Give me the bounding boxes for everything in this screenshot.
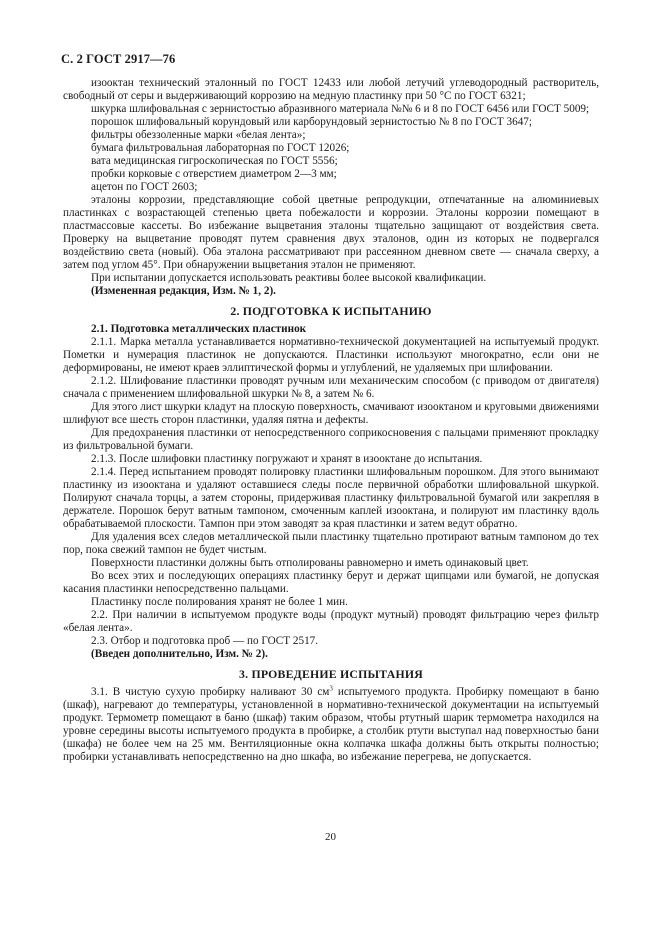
superscript: 3 — [329, 684, 333, 693]
page-header: С. 2 ГОСТ 2917—76 — [61, 52, 176, 66]
paragraph: 2.1.1. Марка металла устанавливается нормативно-технической документацией на испытуемый продукт. Пометки и нумерация пластинок не допускаются. Пластинки используют многократно, если они не деформированы, не имеют краев эллиптической формы и углублений, не удаляемых при шлифовании. — [63, 336, 599, 374]
paragraph: Во всех этих и последующих операциях пластинку берут и держат щипцами или бумагой, не допуская касания пластинки непосредственно пальцами. — [63, 570, 599, 595]
page-number: 20 — [325, 831, 336, 843]
paragraph: 2.1.4. Перед испытанием проводят полировку пластинки шлифовальным порошком. Для этого вынимают пластинку из изооктана и удаляют оставшиеся следы после первичной обработки шлифовальной шкуркой. Полируют сначала торцы, а затем стороны, придерживая пластинку фильтровальной бумагой или закрепляя в держателе. Порошок берут ватным тампоном, смоченным каплей изооктана, и полируют им пластинку вдоль обрабатываемой плоскости. Тампон при этом заводят за края пластинки и затем ведут обратно. — [63, 466, 599, 530]
paragraph: пробки корковые с отверстием диаметром 2—3 мм; — [91, 168, 337, 180]
paragraph: порошок шлифовальный корундовый или карборундовый зернистостью № 8 по ГОСТ 3647; — [91, 116, 532, 128]
section-heading: 2. ПОДГОТОВКА К ИСПЫТАНИЮ — [230, 304, 432, 318]
subsection-heading: 2.1. Подготовка металлических пластинок — [91, 323, 307, 335]
amendment-note: (Измененная редакция, Изм. № 1, 2). — [91, 285, 276, 297]
paragraph: 2.3. Отбор и подготовка проб — по ГОСТ 2517. — [91, 635, 319, 647]
document-body — [63, 77, 599, 764]
paragraph — [63, 686, 599, 764]
paragraph: эталоны коррозии, представляющие собой цветные репродукции, отпечатанные на алюминиевых пластинках с возрастающей степенью цвета побежалости и коррозии. Эталоны коррозии помещают в пластмассовые кассеты. Во избежание выцветания эталоны тщательно защищают от воздействия света. Проверку на выцветание проводят путем сравнения двух эталонов, один из которых не подвергался воздействию света (новый). Оба эталона рассматривают при рассеянном дневном свете — сначала сверху, а затем под углом 45°. При обнаружении выцветания эталон не применяют. — [63, 194, 599, 271]
paragraph: Для этого лист шкурки кладут на плоскую поверхность, смачивают изооктаном и круговыми движениями шлифуют все шесть сторон пластинки, удаляя пятна и дефекты. — [63, 401, 599, 426]
paragraph: Поверхности пластинки должны быть отполированы равномерно и иметь одинаковый цвет. — [91, 557, 529, 569]
paragraph: При испытании допускается использовать реактивы более высокой квалификации. — [91, 272, 487, 284]
section-heading: 3. ПРОВЕДЕНИЕ ИСПЫТАНИЯ — [239, 667, 423, 681]
paragraph: Для предохранения пластинки от непосредственного соприкосновения с пальцами применяют прокладку из фильтровальной бумаги. — [63, 427, 599, 452]
paragraph: изооктан технический эталонный по ГОСТ 12433 или любой летучий углеводородный растворитель, свободный от серы и выдерживающий коррозию на медную пластинку при 50 °С по ГОСТ 6321; — [63, 77, 599, 102]
paragraph: фильтры обеззоленные марки «белая лента»; — [91, 129, 306, 141]
text-span: 3.1. В чистую сухую пробирку наливают 30 см — [91, 686, 330, 698]
paragraph: 2.2. При наличии в испытуемом продукте воды (продукт мутный) проводят фильтрацию через фильтр «белая лента». — [63, 609, 599, 634]
paragraph: 2.1.3. После шлифовки пластинку погружают и хранят в изооктане до испытания. — [91, 453, 483, 465]
paragraph: Для удаления всех следов металлической пыли пластинку тщательно протирают ватным тампоном до тех пор, пока свежий тампон не будет чистым. — [63, 531, 599, 556]
paragraph: Пластинку после полирования хранят не более 1 мин. — [91, 596, 348, 608]
text-span: испытуемого продукта. Пробирку помещают в баню (шкаф), нагревают до температуры, установленной в нормативно-технической документации на испытуемый продукт. Термометр помещают в баню (шкаф) таким образом, чтобы ртутный шарик термометра находился на уровне середины высоты испытуемого продукта в пробирке, а столбик ртути выступал над поверхностью бани (шкафа) не более чем на 25 мм. Вентиляционные окна колпачка шкафа должны быть открыты полностью; пробирки устанавливать непосредственно на дно шкафа, во избежание перегрева, не допускается. — [63, 686, 599, 763]
paragraph: бумага фильтровальная лабораторная по ГОСТ 12026; — [91, 142, 350, 154]
amendment-note: (Введен дополнительно, Изм. № 2). — [91, 648, 268, 660]
paragraph: вата медицинская гигроскопическая по ГОСТ 5556; — [91, 155, 338, 167]
paragraph: ацетон по ГОСТ 2603; — [91, 181, 198, 193]
paragraph: 2.1.2. Шлифование пластинки проводят ручным или механическим способом (с приводом от двигателя) сначала с применением шлифовальной шкурки № 8, а затем № 6. — [63, 375, 599, 400]
paragraph: шкурка шлифовальная с зернистостью абразивного материала №№ 6 и 8 по ГОСТ 6456 или ГОСТ 5009; — [91, 103, 590, 115]
